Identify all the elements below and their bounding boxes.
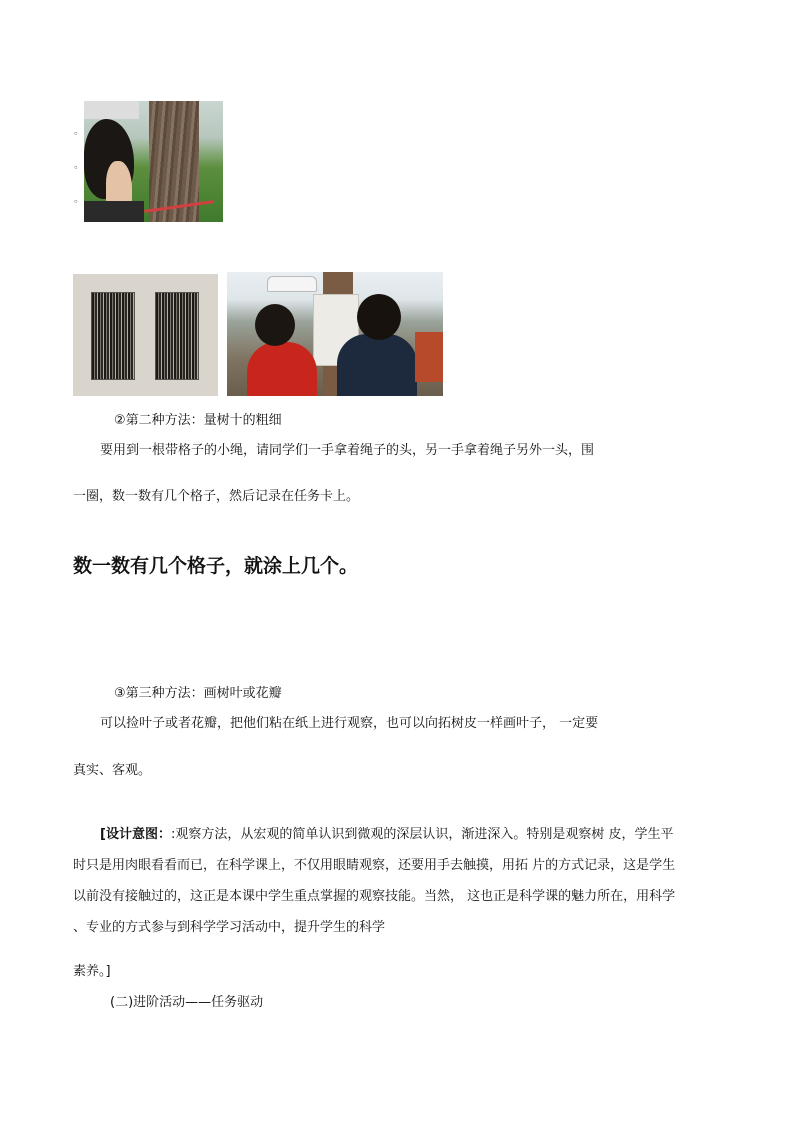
bark-rubbing-right [155, 292, 199, 380]
method3-line2: 真实、客观。 [73, 763, 152, 778]
method2-line2: 一圈，数一数有几个格子，然后记录在任务卡上。 [73, 489, 360, 504]
emphasis-sentence: 数一数有几个格子，就涂上几个。 [73, 555, 359, 577]
boy-head [357, 294, 401, 340]
bark-rubbing-left [91, 292, 135, 380]
boy-dark-jacket [337, 334, 417, 396]
girl-shirt [84, 201, 144, 222]
method2-heading: ②第二种方法：量树十的粗细 [114, 413, 282, 428]
design-intent-line5: 素养。] [73, 964, 111, 979]
bullet-mark: 。 [74, 160, 84, 171]
section-heading: (二)进阶活动——任务驱动 [110, 995, 264, 1010]
method3-heading: ③第三种方法：画树叶或花瓣 [114, 686, 282, 701]
background-sign [84, 101, 139, 119]
tree-hug-photo [84, 101, 223, 222]
parked-car [267, 276, 317, 292]
bullet-mark: 。 [74, 194, 84, 205]
design-intent-line2: 时只是用肉眼看看而已，在科学课上，不仅用眼睛观察，还要用手去触摸，用拓 片的方式记录，这是学生 [73, 858, 676, 873]
design-intent-line1 [100, 827, 673, 843]
boy-head [255, 304, 295, 346]
bark-rubbing-photo [73, 274, 218, 396]
method2-line1: 要用到一根带格子的小绳，请同学们一手拿着绳子的头，另一手拿着绳子另外一头，围 [100, 443, 595, 458]
design-intent-label: [设计意图： [100, 827, 171, 842]
boy-red-jacket [247, 342, 317, 396]
design-intent-line3: 以前没有接触过的，这正是本课中学生重点掌握的观察技能。当然， 这也正是科学课的魅力所在，用科学 [73, 889, 676, 904]
method3-line1: 可以捡叶子或者花瓣，把他们粘在纸上进行观察，也可以向拓树皮一样画叶子， 一定要 [100, 716, 599, 731]
flower-bed [415, 332, 443, 382]
children-rubbing-photo [227, 272, 443, 396]
design-intent-text: :观察方法，从宏观的简单认识到微观的深层认识，渐进深入。特别是观察树 皮，学生平 [170, 827, 674, 842]
bullet-mark: 。 [74, 126, 84, 137]
design-intent-line4: 、专业的方式参与到科学学习活动中，提升学生的科学 [73, 920, 386, 935]
